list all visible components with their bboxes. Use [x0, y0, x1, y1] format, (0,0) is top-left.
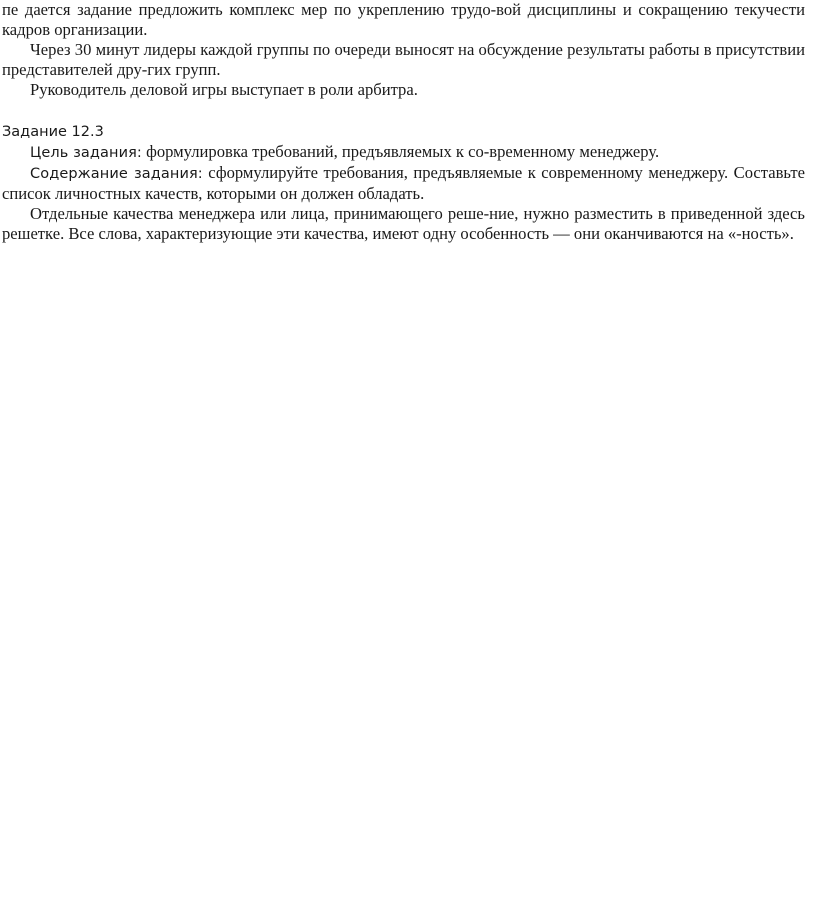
paragraph-task-content	[2, 163, 805, 204]
paragraph-group-leaders: Через 30 минут лидеры каждой группы по очереди выносят на обсуждение результаты работы в присутствии представителей дру-гих групп.	[2, 40, 805, 79]
document-page	[0, 0, 805, 244]
content-text: сформулируйте требования, предъявляемые к современному менеджеру. Составьте список личностных качеств, которыми он должен обладать.	[2, 163, 805, 203]
section-spacer	[2, 100, 805, 122]
paragraph-discipline-task: пе дается задание предложить комплекс мер по укреплению трудо-вой дисциплины и сокращению текучести кадров организации.	[2, 0, 805, 39]
paragraph-arbiter: Руководитель деловой игры выступает в роли арбитра.	[30, 80, 418, 99]
goal-text: формулировка требований, предъявляемых к со-временному менеджеру.	[146, 142, 660, 161]
content-label: Содержание задания:	[30, 166, 203, 182]
goal-label: Цель задания:	[30, 145, 142, 161]
paragraph-task-goal	[2, 142, 805, 163]
paragraph-qualities-grid: Отдельные качества менеджера или лица, принимающего реше-ние, нужно разместить в приведенной здесь решетке. Все слова, характеризующие эти качества, имеют одну особенность — они оканчиваются на «-ность».	[2, 204, 805, 243]
task-heading: Задание 12.3	[2, 124, 104, 140]
